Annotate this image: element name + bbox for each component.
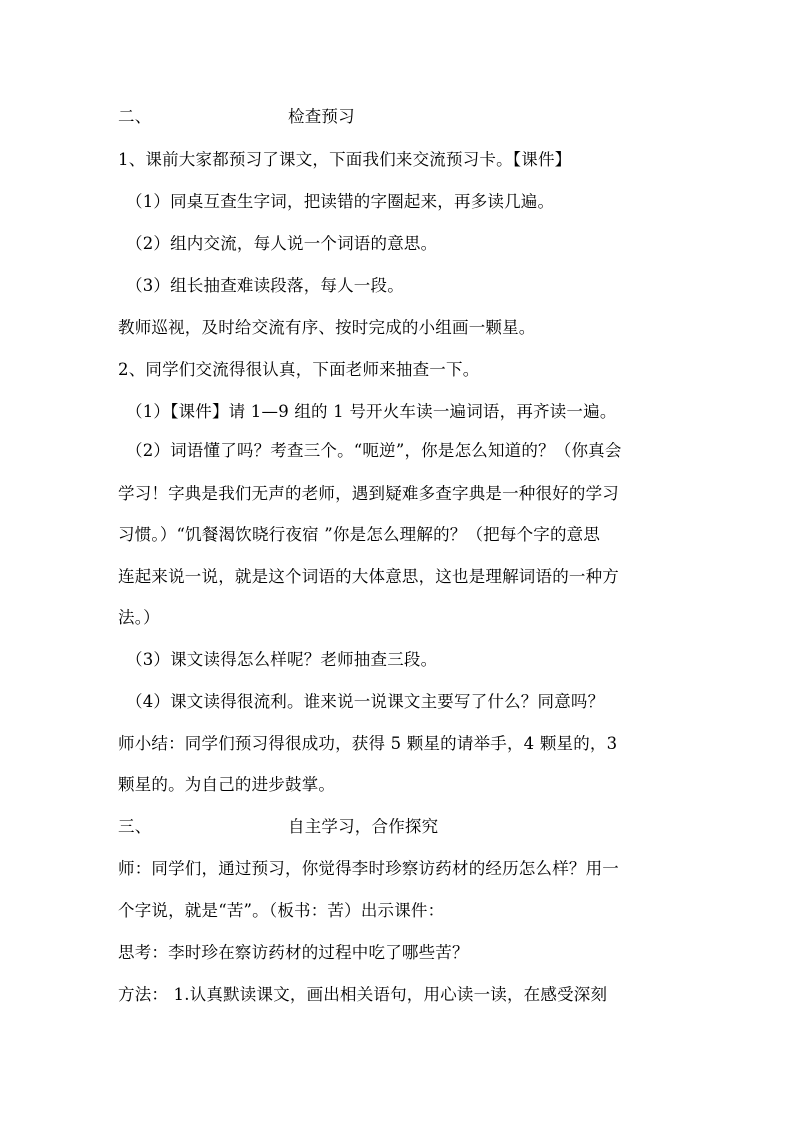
paragraph-line: 2、同学们交流得很认真，下面老师来抽查一下。 — [118, 360, 480, 379]
paragraph-line: 教师巡视，及时给交流有序、按时完成的小组画一颗星。 — [118, 318, 536, 337]
paragraph-line: （3）组长抽查难读段落，每人一段。 — [126, 276, 404, 295]
paragraph-line: （3）课文读得怎么样呢？老师抽查三段。 — [126, 650, 438, 669]
section-number: 三、 — [118, 817, 152, 836]
paragraph-line: 习惯。）“饥餐渴饮晓行夜宿 ”你是怎么理解的？（把每个字的意思 — [118, 525, 601, 544]
paragraph-line: （1）【课件】请 1—9 组的 1 号开火车读一遍词语，再齐读一遍。 — [126, 402, 617, 421]
paragraph-line: 连起来说一说，就是这个词语的大体意思，这也是理解词语的一种方 — [118, 567, 619, 586]
paragraph-line: 学习！字典是我们无声的老师，遇到疑难多查字典是一种很好的学习 — [118, 484, 619, 503]
paragraph-line: 1、课前大家都预习了课文，下面我们来交流预习卡。【课件】 — [118, 150, 572, 169]
paragraph-line: （4）课文读得很流利。谁来说一说课文主要写了什么？同意吗？ — [126, 692, 605, 711]
paragraph-line: 方法： 1.认真默读课文，画出相关语句，用心读一读，在感受深刻 — [118, 985, 608, 1004]
paragraph-line: 颗星的。为自己的进步鼓掌。 — [118, 775, 336, 794]
section-number: 二、 — [118, 107, 152, 126]
section-title: 检查预习 — [288, 107, 355, 126]
paragraph-line: 个字说，就是“苦”。（板书：苦）出示课件： — [118, 901, 445, 920]
paragraph-line: （1）同桌互查生字词，把读错的字圈起来，再多读几遍。 — [126, 192, 555, 211]
paragraph-line: （2）组内交流，每人说一个词语的意思。 — [126, 234, 438, 253]
paragraph-line: 师小结：同学们预习得很成功，获得 5 颗星的请举手，4 颗星的，3 — [118, 734, 618, 753]
paragraph-line: 法。） — [118, 608, 160, 627]
paragraph-line: 思考：李时珍在察访药材的过程中吃了哪些苦？ — [118, 943, 469, 962]
paragraph-line: 师：同学们，通过预习，你觉得李时珍察访药材的经历怎么样？用一 — [118, 859, 619, 878]
paragraph-line: （2）词语懂了吗？考查三个。“呃逆”，你是怎么知道的？（你真会 — [126, 441, 622, 460]
section-title: 自主学习，合作探究 — [288, 817, 439, 836]
